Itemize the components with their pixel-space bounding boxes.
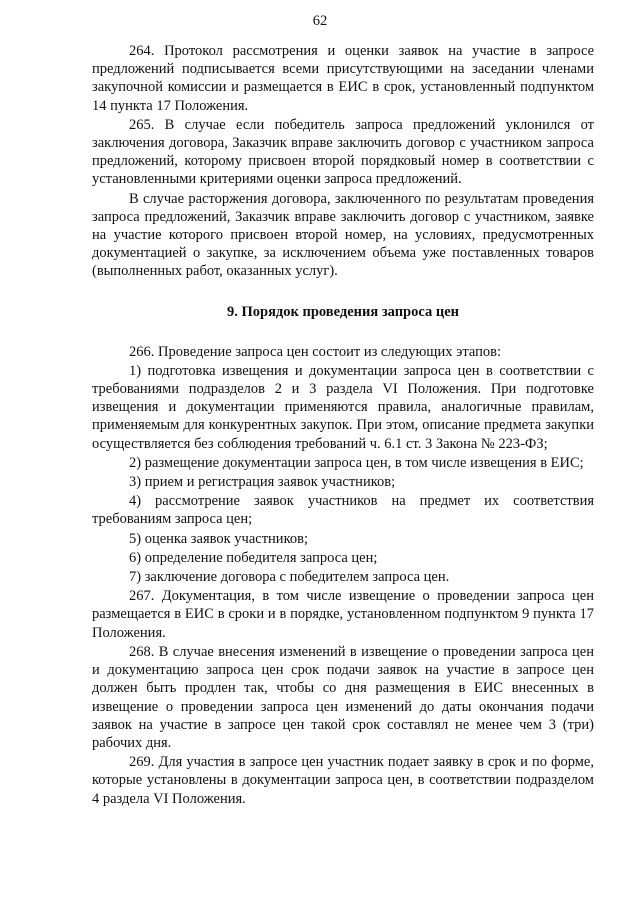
list-item-1: 1) подготовка извещения и документации запроса цен в соответствии с требованиями подразделов 2 и 3 раздела VI Положения. При подготовке извещения и документации применяются правила, аналогичные правилам, применяемым для конкурентных закупок. При этом, описание предмета закупки осуществляется без соблюдения требований ч. 6.1 ст. 3 Закона № 223-ФЗ; — [92, 362, 594, 452]
section-heading: 9. Порядок проведения запроса цен — [226, 303, 460, 320]
list-item-2: 2) размещение документации запроса цен, в том числе извещения в ЕИС; — [129, 454, 584, 471]
page-number: 62 — [312, 13, 328, 29]
paragraph-265-termination: В случае расторжения договора, заключенного по результатам проведения запроса предложений, Заказчик вправе заключить договор с участником, заявке на участие которого присвоен второй номер, на условиях, предусмотренных документацией о закупке, за исключением объема уже поставленных товаров (выполненных работ, оказанных услуг). — [92, 190, 594, 280]
paragraph-265: 265. В случае если победитель запроса предложений уклонился от заключения договора, Заказчик вправе заключить договор с участником запроса предложений, которому присвоен второй порядковый номер в соответствии с установленными критериями оценки запроса предложений. — [92, 116, 594, 188]
paragraph-268: 268. В случае внесения изменений в извещение о проведении запроса цен и документацию запроса цен срок подачи заявок на участие в запросе цен должен быть продлен так, чтобы со дня размещения в ЕИС внесенных в извещение о проведении запроса цен изменений до даты окончания подачи заявок на участие в запросе цен такой срок составлял не менее чем 3 (три) рабочих дня. — [92, 643, 594, 751]
paragraph-267: 267. Документация, в том числе извещение о проведении запроса цен размещается в ЕИС в сроки и в порядке, установленном подпунктом 9 пункта 17 Положения. — [92, 588, 594, 641]
list-item-5: 5) оценка заявок участников; — [129, 530, 308, 547]
paragraph-266: 266. Проведение запроса цен состоит из следующих этапов: — [129, 343, 501, 360]
paragraph-264: 264. Протокол рассмотрения и оценки заявок на участие в запросе предложений подписывается всеми присутствующими на заседании членами закупочной комиссии и размещается в ЕИС в срок, установленный подпунктом 14 пункта 17 Положения. — [92, 43, 594, 114]
list-item-7: 7) заключение договора с победителем запроса цен. — [129, 569, 450, 586]
list-item-6: 6) определение победителя запроса цен; — [129, 549, 378, 566]
list-item-3: 3) прием и регистрация заявок участников; — [129, 474, 396, 491]
list-item-4: 4) рассмотрение заявок участников на предмет их соответствия требованиям запроса цен; — [92, 493, 594, 528]
paragraph-269: 269. Для участия в запросе цен участник подает заявку в срок и по форме, которые установлены в документации запроса цен, в соответствии подразделом 4 раздела VI Положения. — [92, 754, 594, 807]
document-body — [92, 42, 594, 808]
